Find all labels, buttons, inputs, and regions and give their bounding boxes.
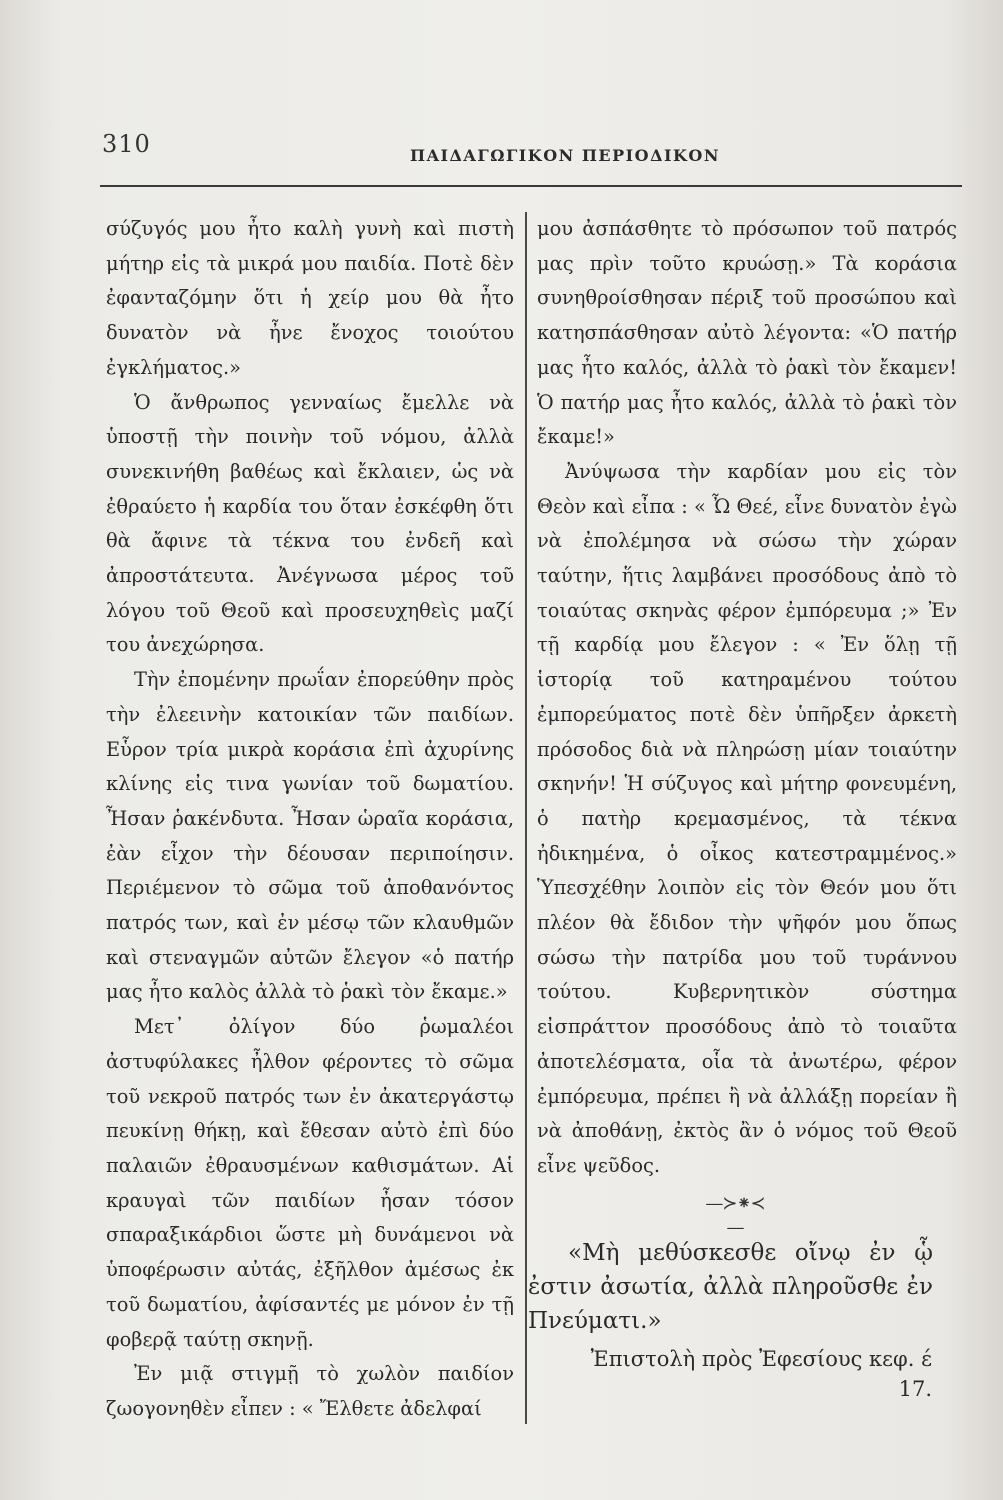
paragraph: Μετ᾽ ὀλίγον δύο ῥωμαλέοι ἀστυφύλακες ἦλθον φέροντες τὸ σῶμα τοῦ νεκροῦ πατρός των ἐν ἀκατεργάστῳ πευκίνῃ θήκῃ, καὶ ἔθεσαν αὐτὸ ἐπὶ δύο παλαιῶν ἐθραυσμένων καθισμάτων. Αἱ κραυγαὶ τῶν παιδίων ἦσαν τόσον σπαραξικάρδιοι ὥστε μὴ δυνάμενοι νὰ ὑποφέρωσιν αὐτάς, ἐξῆλθον ἀμέσως ἐκ τοῦ δωματίου, ἀφίσαντές με μόνον ἐν τῇ φοβερᾷ ταύτῃ σκηνῇ. — [106, 1015, 514, 1351]
epigraph-quote — [528, 1236, 933, 1338]
right-column — [537, 212, 957, 1184]
paragraph: Ἐν μιᾷ στιγμῇ τὸ χωλὸν παιδίον ζωογονηθὲν εἶπεν : « Ἔλθετε ἀδελφαί — [106, 1362, 514, 1420]
running-title: ΠΑΙΔΑΓΩΓΙΚΟΝ ΠΕΡΙΟΔΙΚΟΝ — [410, 146, 720, 165]
ornament-divider: —≻⁕≺— — [705, 1193, 765, 1238]
paragraph: Ὁ ἄνθρωπος γενναίως ἔμελλε νὰ ὑποστῇ τὴν ποινὴν τοῦ νόμου, ἀλλὰ συνεκινήθη βαθέως καὶ ἔκλαιεν, ὡς νὰ ἐθραύετο ἡ καρδία του ὅταν ἐσκέφθη ὅτι θὰ ἄφινε τὰ τέκνα του ἐνδεῆ καὶ ἀπροστάτευτα. Ἀνέγνωσα μέρος τοῦ λόγου τοῦ Θεοῦ καὶ προσευχηθεὶς μαζί του ἀνεχώρησα. — [106, 390, 514, 657]
epigraph-citation: Ἐπιστολὴ πρὸς Ἐφεσίους κεφ. έ 17. — [590, 1347, 932, 1401]
column-rule — [525, 212, 527, 1424]
page-number: 310 — [102, 130, 151, 158]
paragraph: Τὴν ἐπομένην πρωΐαν ἐπορεύθην πρὸς τὴν ἐλεεινὴν κατοικίαν τῶν παιδίων. Εὗρον τρία μικρὰ κοράσια ἐπὶ ἀχυρίνης κλίνης εἰς τινα γωνίαν τοῦ δωματίου. Ἦσαν ῥακένδυτα. Ἦσαν ὡραῖα κοράσια, ἐὰν εἶχον τὴν δέουσαν περιποίησιν. Περιέμενον τὸ σῶμα τοῦ ἀποθανόντος πατρός των, καὶ ἐν μέσῳ τῶν κλαυθμῶν καὶ στεναγμῶν αὐτῶν ἔλεγον «ὁ πατήρ μας ἦτο καλὸς ἀλλὰ τὸ ῥακὶ τὸν ἔκαμε.» — [106, 668, 514, 1004]
left-column — [106, 212, 514, 1427]
paragraph: μου ἀσπάσθητε τὸ πρόσωπον τοῦ πατρός μας πρὶν τοῦτο κρυώσῃ.» Τὰ κοράσια συνηθροίσθησαν πέριξ τοῦ προσώπου καὶ κατησπάσθησαν αὐτὸ λέγοντα: «Ὁ πατήρ μας ἦτο καλός, ἀλλὰ τὸ ῥακὶ τὸν ἔκαμεν! Ὁ πατήρ μας ἦτο καλός, ἀλλὰ τὸ ῥακὶ τὸν ἔκαμε!» — [537, 217, 957, 449]
paragraph: σύζυγός μου ἦτο καλὴ γυνὴ καὶ πιστὴ μήτηρ εἰς τὰ μικρά μου παιδία. Ποτὲ δὲν ἐφανταζόμην ὅτι ἡ χείρ μου θὰ ἦτο δυνατὸν νὰ ἦνε ἔνοχος τοιούτου ἐγκλήματος.» — [106, 217, 514, 379]
header-rule — [100, 185, 962, 187]
epigraph-text: «Μὴ μεθύσκεσθε οἴνῳ ἐν ᾧ ἐστιν ἀσωτία, ἀλλὰ πληροῦσθε ἐν Πνεύματι.» — [528, 1240, 933, 1334]
paragraph: Ἀνύψωσα τὴν καρδίαν μου εἰς τὸν Θεὸν καὶ εἶπα : « Ὦ Θεέ, εἶνε δυνατὸν ἐγὼ νὰ ἐπολέμησα νὰ σώσω τὴν χώραν ταύτην, ἥτις λαμβάνει προσόδους ἀπὸ τὸ τοιαύτας σκηνὰς φέρον ἐμπόρευμα ;» Ἐν τῇ καρδίᾳ μου ἔλεγον : « Ἐν ὅλῃ τῇ ἱστορίᾳ τοῦ κατηραμένου τούτου ἐμπορεύματος ποτὲ δὲν ὑπῆρξεν ἀρκετὴ πρόσοδος διὰ νὰ πληρώσῃ μίαν τοιαύτην σκηνήν! Ἡ σύζυγος καὶ μήτηρ φονευμένη, ὁ πατὴρ κρεμασμένος, τὰ τέκνα ἠδικημένα, ὁ οἶκος κατεστραμμένος.» Ὑπεσχέθην λοιπὸν εἰς τὸν Θεόν μου ὅτι πλέον θὰ ἔδιδον τὴν ψῆφόν μου ὅπως σώσω τὴν πατρίδα μου τοῦ τυράννου τούτου. Κυβερνητικὸν σύστημα εἰσπράττον προσόδους ἀπὸ τὸ τοιαῦτα ἀποτελέσματα, οἷα τὰ ἀνωτέρω, φέρον ἐμπόρευμα, πρέπει ἢ νὰ ἀλλάξῃ πορείαν ἢ νὰ ἀποθάνῃ, ἐκτὸς ἂν ὁ νόμος τοῦ Θεοῦ εἶνε ψεῦδος. — [537, 459, 957, 1177]
